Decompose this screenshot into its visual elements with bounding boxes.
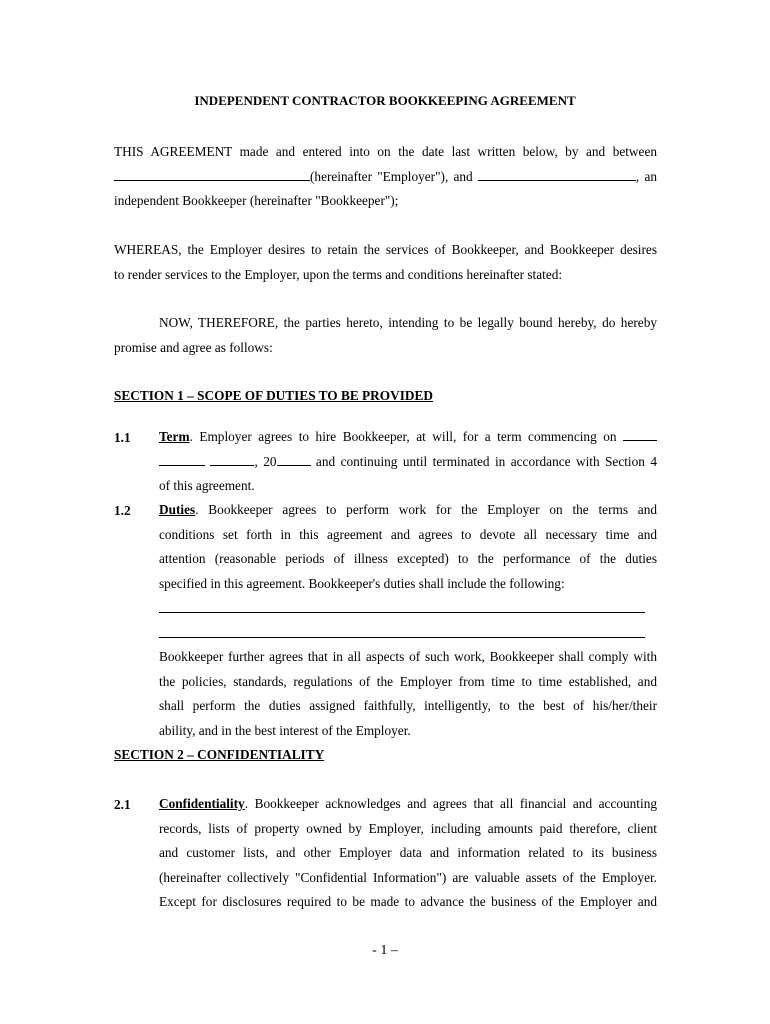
now-therefore-paragraph bbox=[114, 311, 657, 360]
item-1-2-body bbox=[159, 498, 657, 596]
item-2-1-line-5: Except for disclosures required to be made to advance the business of the Employer and bbox=[159, 894, 657, 909]
intro-line-2: (hereinafter "Employer"), and , an bbox=[114, 165, 657, 190]
item-1-1-body bbox=[159, 425, 657, 499]
item-1-1-number: 1.1 bbox=[114, 430, 131, 445]
item-1-2-line-3: attention (reasonable periods of illness excepted) to the performance of the duties bbox=[159, 551, 657, 566]
whereas-line-2: to render services to the Employer, upon the terms and conditions hereinafter stated: bbox=[114, 266, 563, 282]
item-1-2-line-2: conditions set forth in this agreement and agrees to devote all necessary time and bbox=[159, 526, 657, 542]
start-day-blank[interactable] bbox=[159, 451, 205, 466]
duties-blank-line-1[interactable] bbox=[159, 612, 645, 613]
intro-line-1: THIS AGREEMENT made and entered into on the date last written below, by and between bbox=[114, 144, 657, 159]
confidentiality-label: Confidentiality bbox=[159, 796, 245, 811]
whereas-paragraph bbox=[114, 238, 657, 287]
intro-line-3: independent Bookkeeper (hereinafter "Bookkeeper"); bbox=[114, 193, 399, 208]
whereas-line-1: WHEREAS, the Employer desires to retain the services of Bookkeeper, and Bookkeeper desires bbox=[114, 242, 657, 257]
item-2-1-number: 2.1 bbox=[114, 797, 131, 812]
bookkeeper-name-blank[interactable] bbox=[478, 166, 636, 181]
item-1-2-line-4: specified in this agreement. Bookkeeper's duties shall include the following: bbox=[159, 575, 565, 591]
duties-label: Duties bbox=[159, 502, 196, 517]
item-2-1-line-2: records, lists of property owned by Employer, including amounts paid therefore, client bbox=[159, 820, 657, 836]
now-therefore-line-1: NOW, THEREFORE, the parties hereto, intending to be legally bound hereby, do hereby bbox=[159, 315, 657, 330]
section-2-heading: SECTION 2 – CONFIDENTIALITY bbox=[114, 747, 325, 762]
employer-name-blank[interactable] bbox=[114, 166, 310, 181]
item-1-1-line-1: Term. Employer agrees to hire Bookkeeper, at will, for a term commencing on bbox=[159, 425, 657, 450]
document-title: INDEPENDENT CONTRACTOR BOOKKEEPING AGREEMENT bbox=[194, 93, 576, 108]
duties-blank-line-2[interactable] bbox=[159, 637, 645, 638]
item-1-1-line-3: of this agreement. bbox=[159, 478, 255, 493]
item-1-2-cont-1: Bookkeeper further agrees that in all aspects of such work, Bookkeeper shall comply with bbox=[159, 649, 657, 664]
section-1-heading: SECTION 1 – SCOPE OF DUTIES TO BE PROVIDED bbox=[114, 388, 433, 403]
item-1-1-line-2: , 20 and continuing until terminated in accordance with Section 4 bbox=[159, 450, 657, 475]
now-therefore-line-2: promise and agree as follows: bbox=[114, 339, 273, 355]
item-1-2-number: 1.2 bbox=[114, 503, 131, 518]
start-month-blank[interactable] bbox=[623, 426, 657, 441]
item-2-1-line-1: Confidentiality. Bookkeeper acknowledges and agrees that all financial and accounting bbox=[159, 796, 657, 811]
page-number: - 1 – bbox=[372, 943, 398, 958]
item-1-2-cont-2: the policies, standards, regulations of the Employer from time to time established, and bbox=[159, 673, 657, 689]
item-2-1-line-4: (hereinafter collectively "Confidential Information") are valuable assets of the Employer. bbox=[159, 869, 657, 885]
item-2-1-body bbox=[159, 792, 657, 915]
item-1-2-continuation bbox=[159, 645, 657, 743]
item-1-2-cont-3: shall perform the duties assigned faithfully, intelligently, to the best of his/her/their bbox=[159, 698, 657, 713]
start-day2-blank[interactable] bbox=[210, 451, 254, 466]
term-label: Term bbox=[159, 429, 190, 444]
intro-paragraph bbox=[114, 140, 657, 214]
start-year-blank[interactable] bbox=[277, 451, 311, 466]
item-1-2-line-1: Duties. Bookkeeper agrees to perform work for the Employer on the terms and bbox=[159, 502, 657, 517]
item-2-1-line-3: and customer lists, and other Employer data and information related to its business bbox=[159, 845, 657, 860]
item-1-2-cont-4: ability, and in the best interest of the Employer. bbox=[159, 722, 411, 738]
